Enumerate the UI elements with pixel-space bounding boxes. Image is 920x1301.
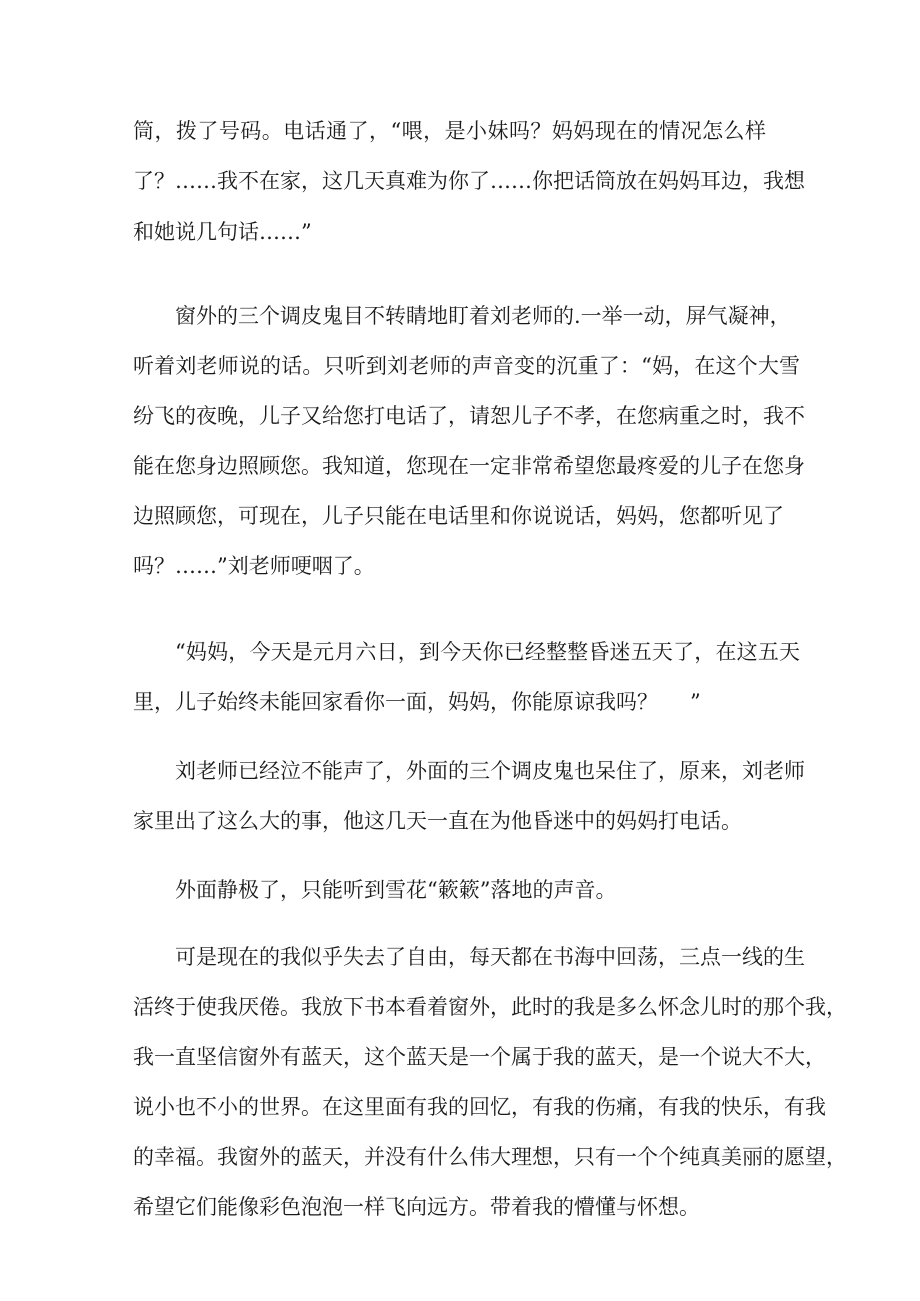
closing-quote: ” — [690, 690, 701, 714]
text-line: 纷飞的夜晚，儿子又给您打电话了，请恕儿子不孝，在您病重之时，我不 — [133, 404, 805, 428]
text-line: 可是现在的我似乎失去了自由，每天都在书海中回荡，三点一线的生 — [175, 945, 805, 969]
text-line: 说小也不小的世界。在这里面有我的回忆，有我的伤痛，有我的快乐，有我 — [133, 1095, 826, 1119]
text-line: 能在您身边照顾您。我知道，您现在一定非常希望您最疼爱的儿子在您身 — [133, 454, 805, 478]
text-line: 和她说几句话……” — [133, 220, 312, 244]
text-line: 窗外的三个调皮鬼目不转睛地盯着刘老师的.一举一动，屏气凝神， — [175, 304, 791, 328]
text-line: 边照顾您，可现在，儿子只能在电话里和你说说话，妈妈，您都听见了 — [133, 504, 784, 528]
text-line: 听着刘老师说的话。只听到刘老师的声音变的沉重了：“妈，在这个大雪 — [133, 354, 800, 378]
text-line: “妈妈，今天是元月六日，到今天你已经整整昏迷五天了，在这五天 — [175, 640, 800, 664]
text-line: 的幸福。我窗外的蓝天，并没有什么伟大理想，只有一个个纯真美丽的愿望， — [133, 1145, 847, 1169]
text-line: 了？……我不在家，这几天真难为你了……你把话筒放在妈妈耳边，我想 — [133, 169, 805, 193]
text-line: 家里出了这么大的事，他这几天一直在为他昏迷中的妈妈打电话。 — [133, 809, 742, 833]
text-line: 吗？……”刘老师哽咽了。 — [133, 554, 375, 578]
text-line: 希望它们能像彩色泡泡一样飞向远方。带着我的懵懂与怀想。 — [133, 1195, 700, 1219]
text-line: 活终于使我厌倦。我放下书本看着窗外，此时的我是多么怀念儿时的那个我， — [133, 995, 847, 1019]
text-line: 筒，拨了号码。电话通了，“喂，是小妹吗？妈妈现在的情况怎么样 — [133, 119, 766, 143]
text-line: 刘老师已经泣不能声了，外面的三个调皮鬼也呆住了，原来，刘老师 — [175, 759, 805, 783]
text-line: 我一直坚信窗外有蓝天，这个蓝天是一个属于我的蓝天，是一个说大不大， — [133, 1045, 826, 1069]
text-line: 外面静极了，只能听到雪花“簌簌”落地的声音。 — [175, 878, 617, 902]
text-line: 里，儿子始终未能回家看你一面，妈妈，你能原谅我吗？ — [133, 690, 658, 714]
